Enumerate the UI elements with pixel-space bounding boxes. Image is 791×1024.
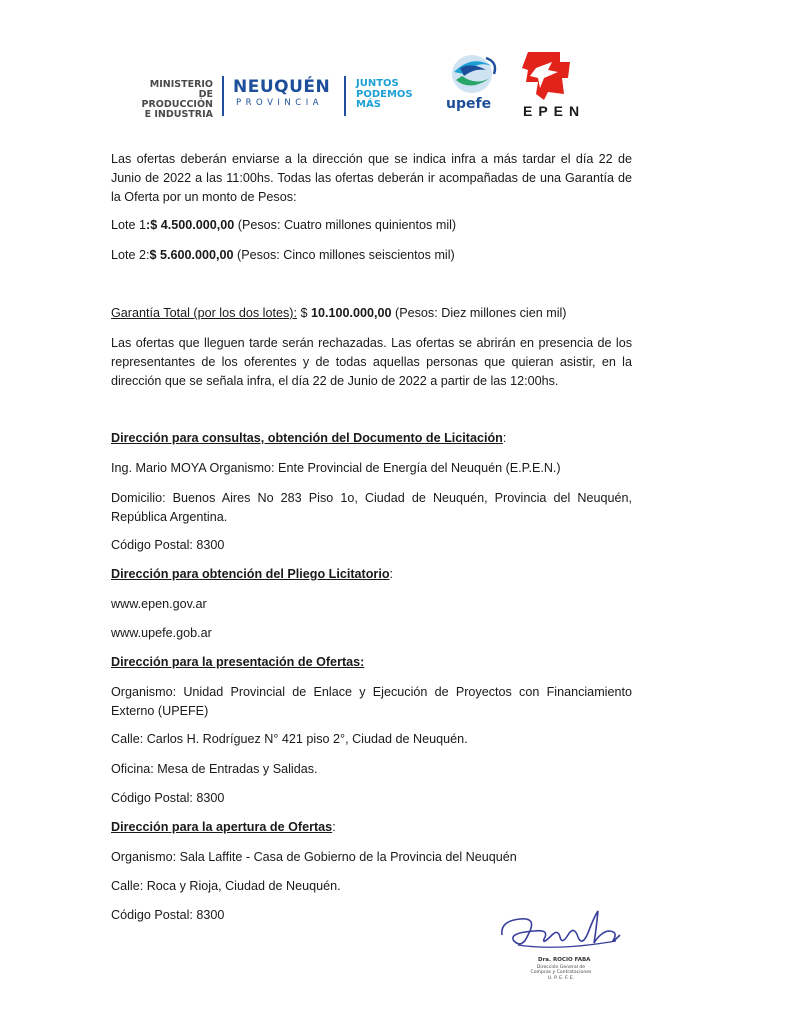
presentacion-heading: [111, 653, 632, 672]
logo-divider: [222, 76, 224, 116]
logo-divider: [344, 76, 346, 116]
consultas-contact: Ing. Mario MOYA Organismo: Ente Provincial de Energía del Neuquén (E.P.E.N.): [111, 461, 561, 475]
garantia-prefix: $: [296, 306, 311, 320]
ministerio-line: PRODUCCIÓN: [141, 99, 213, 110]
apertura-organismo: Organismo: Sala Laffite - Casa de Gobierno de la Provincia del Neuquén: [111, 850, 517, 864]
header-logos: [130, 48, 600, 120]
consultas-heading: [111, 429, 632, 448]
lote-2-amount: $ 5.600.000,00: [149, 248, 234, 262]
apertura-heading: [111, 818, 632, 837]
neuquen-sub: PROVINCIA: [236, 98, 324, 108]
pliego-heading: [111, 565, 632, 584]
garantia-label: Garantía Total (por los dos lotes):: [111, 306, 297, 320]
neuquen-logo: [233, 78, 337, 108]
handwritten-signature: [498, 905, 626, 957]
epen-logo: [518, 48, 592, 122]
epen-province-map-icon: [518, 48, 578, 102]
signature-block: [498, 905, 626, 995]
upefe-website-link[interactable]: www.upefe.gob.ar: [111, 626, 212, 640]
presentacion-postal-code: Código Postal: 8300: [111, 791, 225, 805]
lote-1-line: [111, 216, 632, 235]
ministerio-logo: [133, 80, 213, 120]
juntos-podemos-mas-logo: [356, 79, 436, 111]
lote-2-text: (Pesos: Cinco millones seiscientos mil): [233, 248, 455, 262]
heading-colon: :: [389, 567, 394, 581]
signature-name: Dra. ROCIO FABA: [538, 957, 591, 963]
consultas-postal-code: Código Postal: 8300: [111, 538, 225, 552]
apertura-heading-text: Dirección para la apertura de Ofertas: [111, 820, 333, 834]
signature-title-line: U. P. E. F. E.: [547, 975, 575, 981]
signature-title-line: Compras y Contrataciones: [530, 970, 592, 976]
heading-colon: :: [332, 820, 336, 834]
presentacion-oficina: Oficina: Mesa de Entradas y Salidas.: [111, 762, 318, 776]
garantia-text: (Pesos: Diez millones cien mil): [391, 306, 567, 320]
epen-website-link[interactable]: www.epen.gov.ar: [111, 597, 207, 611]
pliego-heading-text: Dirección para obtención del Pliego Licitatorio: [111, 567, 390, 581]
ministerio-line: E INDUSTRIA: [144, 109, 213, 120]
apertura-postal-code: Código Postal: 8300: [111, 908, 225, 922]
lote-1-label: Lote 1: [111, 218, 147, 232]
epen-label: EPEN: [523, 103, 586, 119]
intro-paragraph: Las ofertas deberán enviarse a la dirección que se indica infra a más tardar el día 22 de Junio de 2022 a las 11:00hs. Todas las ofertas deberán ir acompañadas de una Garantía de la Oferta por un monto de Pesos:: [111, 152, 632, 204]
lote-2-label: Lote 2:: [111, 248, 150, 262]
signature-title: [516, 965, 606, 981]
upefe-label: upefe: [446, 96, 492, 112]
juntos-line: MÁS: [356, 99, 381, 110]
ministerio-line: MINISTERIO DE: [149, 79, 213, 100]
apertura-calle: Calle: Roca y Rioja, Ciudad de Neuquén.: [111, 879, 341, 893]
signature-title-line: Dirección General de: [536, 965, 586, 970]
lote-1-amount: :$ 4.500.000,00: [146, 218, 235, 232]
consultas-heading-text: Dirección para consultas, obtención del Documento de Licitación: [111, 431, 503, 445]
lote-1-text: (Pesos: Cuatro millones quinientos mil): [234, 218, 457, 232]
juntos-line: PODEMOS: [356, 88, 413, 100]
presentacion-organismo: Organismo: Unidad Provincial de Enlace y Ejecución de Proyectos con Financiamiento Externo (UPEFE): [111, 685, 632, 718]
consultas-domicilio: Domicilio: Buenos Aires No 283 Piso 1o, Ciudad de Neuquén, Provincia del Neuquén, República Argentina.: [111, 491, 632, 524]
garantia-total-line: [111, 304, 632, 323]
lote-2-line: [111, 246, 632, 265]
upefe-logo: [442, 52, 504, 122]
presentacion-calle: Calle: Carlos H. Rodríguez N° 421 piso 2°, Ciudad de Neuquén.: [111, 732, 468, 746]
presentacion-heading-text: Dirección para la presentación de Ofertas:: [111, 655, 365, 669]
late-offers-paragraph: Las ofertas que lleguen tarde serán rechazadas. Las ofertas se abrirán en presencia de los representantes de los oferentes y de todas aquellas personas que quieran asistir, en la dirección que se señala infra, el día 22 de Junio de 2022 a partir de las 12:00hs.: [111, 336, 632, 388]
garantia-amount: 10.100.000,00: [310, 306, 392, 320]
upefe-globe-icon: [442, 52, 504, 98]
heading-colon: :: [502, 431, 507, 445]
neuquen-name: NEUQUÉN: [233, 77, 331, 97]
juntos-line: JUNTOS: [356, 78, 399, 89]
